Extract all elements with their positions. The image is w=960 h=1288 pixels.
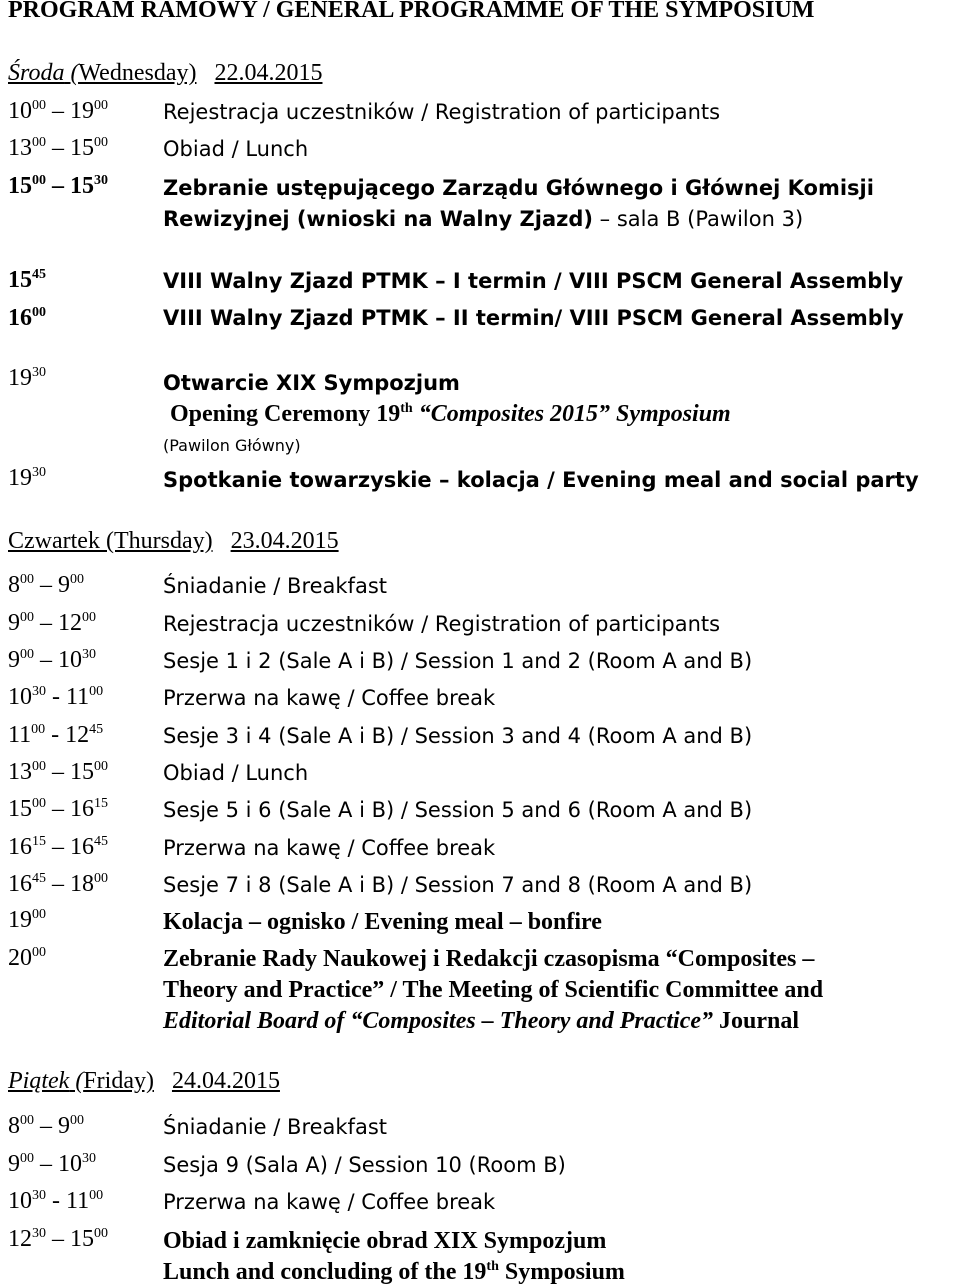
time-range: $9^{00} - 12^{00}$ [8,610,96,636]
agenda-item: Śniadanie / Breakfast [163,1115,387,1139]
time-range: $15^{00} - 15^{30}$ [8,173,108,199]
time-range: $15^{00} - 16^{15}$ [8,796,108,822]
day-heading-friday: Piątek (Friday) 24.04.2015 [8,1068,280,1094]
agenda-item: Sesje 5 i 6 (Sale A i B) / Session 5 and 6 (Room A and B) [163,798,753,822]
agenda-item: Kolacja – ognisko / Evening meal – bonfire [163,909,602,935]
time-start: $20^{00}$ [8,945,46,971]
agenda-item: VIII Walny Zjazd PTMK – II termin/ VIII PSCM General Assembly [163,306,904,330]
agenda-item: Sesje 7 i 8 (Sale A i B) / Session 7 and 8 (Room A and B) [163,873,753,897]
agenda-item: Sesje 3 i 4 (Sale A i B) / Session 3 and 4 (Room A and B) [163,724,753,748]
time-start: $19^{30}$ [8,465,46,491]
time-range: $16^{15} - 16^{45}$ [8,834,108,860]
agenda-item: Sesje 1 i 2 (Sale A i B) / Session 1 and 2 (Room A and B) [163,649,753,673]
agenda-item: Sesja 9 (Sala A) / Session 10 (Room B) [163,1153,566,1177]
agenda-item: Przerwa na kawę / Coffee break [163,1190,496,1214]
time-range: $13^{00} - 15^{00}$ [8,135,108,161]
agenda-item: Otwarcie XIX Sympozjum Opening Ceremony 19th “Composites 2015” Symposium (Pawilon Główny) [163,371,731,455]
agenda-item: Przerwa na kawę / Coffee break [163,836,496,860]
time-range: $8^{00} - 9^{00}$ [8,1113,84,1139]
agenda-item: Rejestracja uczestników / Registration of participants [163,100,721,124]
time-range: $9^{00} - 10^{30}$ [8,1151,96,1177]
agenda-item: Obiad i zamknięcie obrad XIX Sympozjum Lunch and concluding of the 19th Symposium [163,1228,625,1285]
day-heading-wednesday: Środa (Wednesday) 22.04.2015 [8,60,323,86]
time-range: $9^{00} - 10^{30}$ [8,647,96,673]
time-range: $8^{00} - 9^{00}$ [8,572,84,598]
page-title: PROGRAM RAMOWY / GENERAL PROGRAMME OF THE SYMPOSIUM [8,0,815,23]
time-start: $19^{30}$ [8,365,46,391]
time-range: $10^{30} - 11^{00}$ [8,1188,104,1214]
agenda-item: Obiad / Lunch [163,137,309,161]
time-range: $13^{00} - 15^{00}$ [8,759,108,785]
agenda-item: Śniadanie / Breakfast [163,574,387,598]
time-start: $15^{45}$ [8,267,46,293]
agenda-item: Rejestracja uczestników / Registration of participants [163,612,721,636]
agenda-item: Przerwa na kawę / Coffee break [163,686,496,710]
time-start: $16^{00}$ [8,305,46,331]
time-range: $16^{45} - 18^{00}$ [8,871,108,897]
agenda-item: Spotkanie towarzyskie – kolacja / Evening meal and social party [163,468,919,492]
agenda-item: Zebranie Rady Naukowej i Redakcji czasopisma “Composites – Theory and Practice” / The Meeting of Scientific Committee and Editorial Board of “Composites – Theory and Practice” Journal [163,946,824,1034]
time-range: $12^{30} - 15^{00}$ [8,1226,108,1252]
day-heading-thursday: Czwartek (Thursday) 23.04.2015 [8,528,339,554]
agenda-item: Obiad / Lunch [163,761,309,785]
time-range: $10^{30} - 11^{00}$ [8,684,104,710]
time-range: $10^{00} - 19^{00}$ [8,98,108,124]
time-range: $11^{00} - 12^{45}$ [8,722,104,748]
agenda-item: Zebranie ustępującego Zarządu Głównego i Głównej Komisji Rewizyjnej (wnioski na Walny Zjazd) – sala B (Pawilon 3) [163,176,874,231]
agenda-item: VIII Walny Zjazd PTMK – I termin / VIII PSCM General Assembly [163,269,904,293]
time-start: $19^{00}$ [8,907,46,933]
